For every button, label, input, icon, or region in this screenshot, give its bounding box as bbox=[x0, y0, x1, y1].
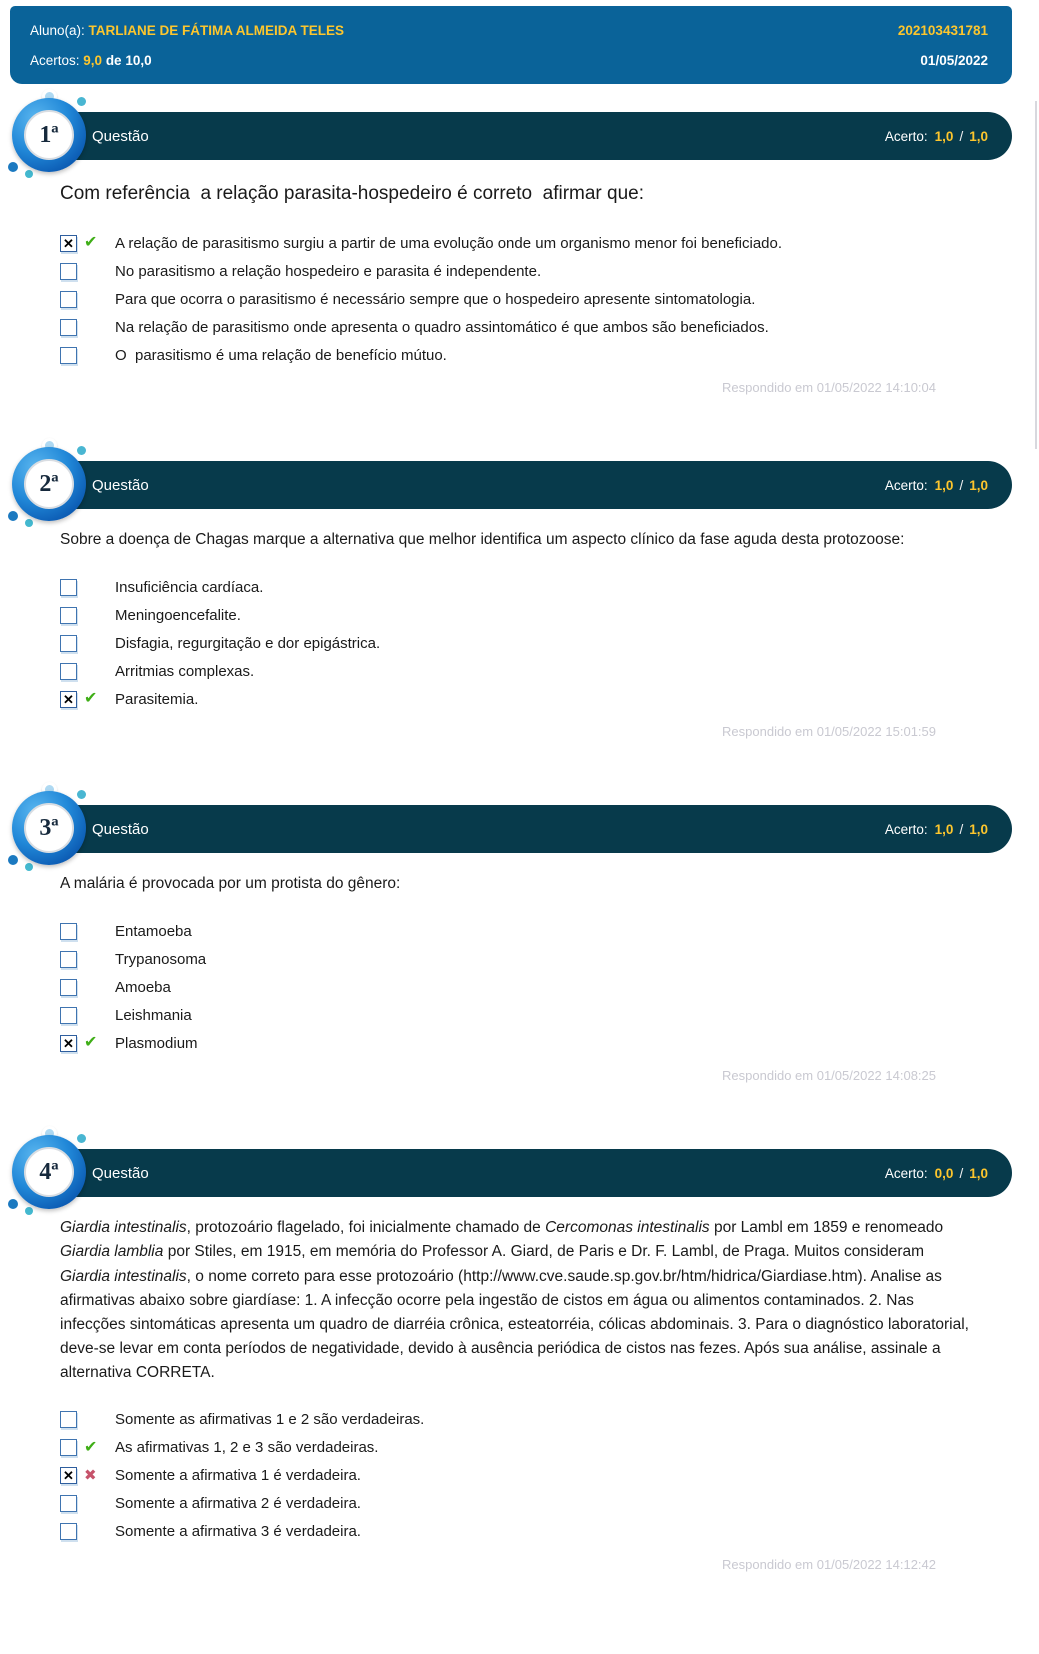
question-number: 3ª bbox=[39, 815, 59, 842]
clock-face bbox=[24, 1147, 74, 1197]
bubble-decoration-icon bbox=[8, 162, 18, 172]
question-title bbox=[60, 528, 972, 552]
checkbox[interactable] bbox=[60, 951, 77, 968]
option-label: Para que ocorra o parasitismo é necessário sempre que o hospedeiro apresente sintomatologia. bbox=[115, 290, 756, 308]
correct-check-icon: ✔ bbox=[84, 690, 98, 708]
question-header-bar bbox=[30, 461, 1012, 509]
question-header-bar bbox=[30, 112, 1012, 160]
question-body bbox=[10, 528, 1012, 739]
checkbox[interactable] bbox=[60, 635, 77, 652]
question-section bbox=[10, 98, 1012, 395]
option-row bbox=[60, 1467, 972, 1485]
title-text: , o nome correto para esse protozoário (http://www.cve.saude.sp.gov.br/htm/hidrica/Giardiase.htm). Analise as afirmativas abaixo sobre giardíase: 1. A infecção ocorre pela ingestão de cistos em água ou alimentos contaminados. 2. Nas infecções sintomáticas apresenta um quadro de diarréia crônica, esteatorréia, cólicas abdominais. 3. Para o diagnóstico laboratorial, deve-se levar em conta períodos de negatividade, devido à ausência periódica de cistos nas fezes. Após sua análise, assinale a alternativa CORRETA. bbox=[60, 1267, 974, 1381]
score-display bbox=[885, 1166, 988, 1181]
question-label: Questão bbox=[92, 1164, 149, 1182]
checkbox[interactable] bbox=[60, 663, 77, 680]
clock-ring-icon bbox=[12, 98, 86, 172]
student-id: 202103431781 bbox=[897, 23, 988, 38]
question-title bbox=[60, 179, 972, 208]
title-text: Sobre a doença de Chagas marque a alternativa que melhor identifica um aspecto clínico da fase aguda desta protozoose: bbox=[60, 531, 905, 549]
score-label: Acertos: bbox=[30, 53, 84, 68]
checkbox[interactable] bbox=[60, 1495, 77, 1512]
checkbox[interactable] bbox=[60, 347, 77, 364]
options-list bbox=[60, 578, 972, 708]
checkbox-x-mark: ✕ bbox=[63, 691, 74, 707]
option-label: Trypanosoma bbox=[115, 950, 207, 968]
question-section bbox=[10, 447, 1012, 739]
acerto-total: 1,0 bbox=[969, 128, 988, 144]
bubble-decoration-icon bbox=[8, 1199, 18, 1209]
checkbox[interactable] bbox=[60, 579, 77, 596]
title-text: por Stiles, em 1915, em memória do Professor A. Giard, de Paris e Dr. F. Lambl, de Praga. Muitos consideram bbox=[163, 1243, 929, 1261]
species-name-italic: Giardia intestinalis bbox=[60, 1267, 187, 1285]
clock-ring-icon bbox=[12, 791, 86, 865]
option-label: Arritmias complexas. bbox=[115, 662, 255, 680]
checkbox[interactable] bbox=[60, 1439, 77, 1456]
checkbox-x-mark: ✕ bbox=[63, 1468, 74, 1484]
option-row bbox=[60, 662, 972, 680]
bubble-decoration-icon bbox=[25, 1207, 33, 1215]
question-number: 2ª bbox=[39, 471, 59, 498]
student-info bbox=[30, 23, 344, 38]
question-number: 1ª bbox=[39, 122, 59, 148]
option-label: As afirmativas 1, 2 e 3 são verdadeiras. bbox=[115, 1439, 379, 1457]
option-row bbox=[60, 1439, 972, 1457]
species-name-italic: Giardia intestinalis bbox=[60, 1219, 187, 1237]
acerto-total: 1,0 bbox=[969, 821, 988, 837]
checkbox[interactable] bbox=[60, 1035, 77, 1052]
bubble-decoration-icon bbox=[25, 863, 33, 871]
answered-timestamp: Respondido em 01/05/2022 15:01:59 bbox=[722, 724, 936, 740]
checkbox[interactable] bbox=[60, 1007, 77, 1024]
question-section bbox=[10, 791, 1012, 1083]
acerto-slash: / bbox=[959, 128, 964, 144]
scrollbar-track[interactable] bbox=[1035, 101, 1037, 449]
question-title bbox=[60, 872, 972, 896]
checkbox[interactable] bbox=[60, 691, 77, 708]
exam-results-page bbox=[0, 6, 1039, 1654]
clock-face bbox=[24, 459, 74, 509]
option-row bbox=[60, 1006, 972, 1024]
option-label: Na relação de parasitismo onde apresenta o quadro assintomático é que ambos são beneficiados. bbox=[115, 318, 769, 336]
score-display bbox=[885, 129, 988, 144]
bubble-decoration-icon bbox=[77, 446, 86, 455]
option-row bbox=[60, 1523, 972, 1541]
bubble-decoration-icon bbox=[8, 511, 18, 521]
title-text: por Lambl em 1859 e renomeado bbox=[709, 1219, 948, 1237]
question-section bbox=[10, 1135, 1012, 1571]
question-label: Questão bbox=[92, 820, 149, 838]
option-row bbox=[60, 978, 972, 996]
option-row bbox=[60, 290, 972, 308]
student-row bbox=[30, 23, 988, 38]
bubble-decoration-icon bbox=[77, 1134, 86, 1143]
student-label: Aluno(a): bbox=[30, 23, 89, 38]
acerto-slash: / bbox=[959, 1165, 964, 1181]
option-row bbox=[60, 234, 972, 252]
score-info bbox=[30, 53, 152, 68]
option-row bbox=[60, 318, 972, 336]
species-name-italic: Giardia lamblia bbox=[60, 1243, 164, 1261]
option-row bbox=[60, 950, 972, 968]
checkbox[interactable] bbox=[60, 607, 77, 624]
score-total: de 10,0 bbox=[102, 53, 152, 68]
clock-badge-icon bbox=[12, 791, 86, 865]
checkbox[interactable] bbox=[60, 235, 77, 252]
clock-badge-icon bbox=[12, 447, 86, 521]
bubble-decoration-icon bbox=[8, 855, 18, 865]
question-header-bar bbox=[30, 805, 1012, 853]
checkbox[interactable] bbox=[60, 291, 77, 308]
options-list bbox=[60, 922, 972, 1052]
species-name-italic: Cercomonas intestinalis bbox=[545, 1219, 710, 1237]
option-label: Meningoencefalite. bbox=[115, 606, 241, 624]
option-label: Plasmodium bbox=[115, 1034, 198, 1052]
option-label: A relação de parasitismo surgiu a partir de uma evolução onde um organismo menor foi beneficiado. bbox=[115, 234, 783, 252]
acerto-value: 1,0 bbox=[934, 821, 954, 837]
score-row bbox=[30, 53, 988, 68]
student-name: TARLIANE DE FÁTIMA ALMEIDA TELES bbox=[88, 23, 345, 38]
answered-timestamp: Respondido em 01/05/2022 14:10:04 bbox=[722, 380, 936, 396]
option-row bbox=[60, 1034, 972, 1052]
acerto-label: Acerto: bbox=[884, 477, 928, 493]
option-label: Amoeba bbox=[115, 978, 171, 996]
checkbox[interactable] bbox=[60, 263, 77, 280]
option-label: Somente a afirmativa 2 é verdadeira. bbox=[115, 1495, 361, 1513]
question-body bbox=[10, 1216, 1012, 1571]
acerto-label: Acerto: bbox=[884, 1165, 928, 1181]
option-label: Insuficiência cardíaca. bbox=[115, 578, 264, 596]
option-row bbox=[60, 606, 972, 624]
answered-timestamp: Respondido em 01/05/2022 14:12:42 bbox=[722, 1556, 936, 1572]
clock-face bbox=[24, 110, 74, 160]
option-row bbox=[60, 262, 972, 280]
option-label: Entamoeba bbox=[115, 922, 192, 940]
option-label: Disfagia, regurgitação e dor epigástrica. bbox=[115, 634, 381, 652]
checkbox[interactable] bbox=[60, 979, 77, 996]
title-text: Com referência a relação parasita-hospedeiro é correto afirmar que: bbox=[60, 183, 645, 204]
summary-header bbox=[10, 6, 1012, 84]
acerto-slash: / bbox=[959, 821, 964, 837]
score-value: 9,0 bbox=[83, 53, 103, 68]
question-body bbox=[10, 872, 1012, 1083]
question-number: 4ª bbox=[39, 1159, 59, 1186]
checkbox[interactable] bbox=[60, 1467, 77, 1484]
option-row bbox=[60, 922, 972, 940]
acerto-value: 1,0 bbox=[934, 128, 954, 144]
bubble-decoration-icon bbox=[77, 97, 86, 106]
checkbox-x-mark: ✕ bbox=[63, 1035, 74, 1051]
acerto-label: Acerto: bbox=[884, 128, 928, 144]
options-list bbox=[60, 234, 972, 364]
acerto-value: 0,0 bbox=[934, 1165, 954, 1181]
option-label: Somente a afirmativa 3 é verdadeira. bbox=[115, 1523, 361, 1541]
question-header-bar bbox=[30, 1149, 1012, 1197]
option-label: Leishmania bbox=[115, 1006, 192, 1024]
correct-check-icon: ✔ bbox=[84, 1438, 98, 1456]
option-label: O parasitismo é uma relação de benefício mútuo. bbox=[115, 346, 447, 364]
wrong-x-icon: ✖ bbox=[84, 1467, 97, 1485]
acerto-total: 1,0 bbox=[969, 477, 988, 493]
option-label: Parasitemia. bbox=[115, 690, 199, 708]
title-text: A malária é provocada por um protista do gênero: bbox=[60, 875, 401, 893]
checkbox[interactable] bbox=[60, 923, 77, 940]
clock-badge-icon bbox=[12, 98, 86, 172]
options-list bbox=[60, 1411, 972, 1541]
question-label: Questão bbox=[92, 476, 149, 494]
question-label: Questão bbox=[92, 127, 149, 145]
clock-badge-icon bbox=[12, 1135, 86, 1209]
correct-check-icon: ✔ bbox=[84, 234, 98, 252]
option-row bbox=[60, 346, 972, 364]
option-row bbox=[60, 690, 972, 708]
title-text: , protozoário flagelado, foi inicialmente chamado de bbox=[186, 1219, 546, 1237]
clock-ring-icon bbox=[12, 1135, 86, 1209]
clock-face bbox=[24, 803, 74, 853]
clock-ring-icon bbox=[12, 447, 86, 521]
option-row bbox=[60, 634, 972, 652]
option-label: Somente a afirmativa 1 é verdadeira. bbox=[115, 1467, 361, 1485]
bubble-decoration-icon bbox=[25, 170, 33, 178]
correct-check-icon: ✔ bbox=[84, 1034, 98, 1052]
checkbox[interactable] bbox=[60, 1523, 77, 1540]
bubble-decoration-icon bbox=[25, 519, 33, 527]
acerto-label: Acerto: bbox=[884, 821, 928, 837]
answered-timestamp: Respondido em 01/05/2022 14:08:25 bbox=[722, 1068, 936, 1084]
bubble-decoration-icon bbox=[77, 790, 86, 799]
exam-date: 01/05/2022 bbox=[920, 53, 988, 68]
option-row bbox=[60, 1495, 972, 1513]
acerto-slash: / bbox=[959, 477, 964, 493]
acerto-value: 1,0 bbox=[934, 477, 954, 493]
questions-list bbox=[10, 98, 1012, 1572]
option-label: No parasitismo a relação hospedeiro e parasita é independente. bbox=[115, 262, 542, 280]
question-title bbox=[60, 1216, 972, 1384]
option-row bbox=[60, 578, 972, 596]
checkbox[interactable] bbox=[60, 319, 77, 336]
score-display bbox=[885, 822, 988, 837]
score-display bbox=[885, 478, 988, 493]
checkbox-x-mark: ✕ bbox=[63, 235, 74, 251]
option-label: Somente as afirmativas 1 e 2 são verdadeiras. bbox=[115, 1411, 425, 1429]
acerto-total: 1,0 bbox=[969, 1165, 988, 1181]
checkbox[interactable] bbox=[60, 1411, 77, 1428]
option-row bbox=[60, 1411, 972, 1429]
question-body bbox=[10, 179, 1012, 395]
